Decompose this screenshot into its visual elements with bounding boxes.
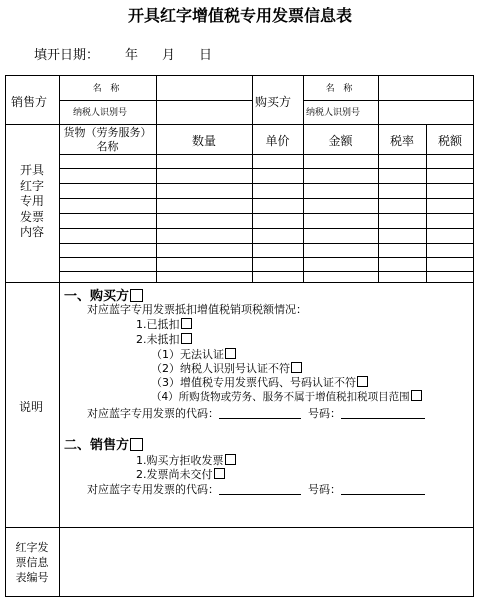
number-label: 号码： bbox=[308, 483, 341, 496]
form-title: 开具红字增值税专用发票信息表 bbox=[127, 6, 352, 25]
deducted-option bbox=[136, 316, 192, 332]
form-number-label-line: 票信息 bbox=[15, 556, 49, 569]
column-header-tax-rate: 税率 bbox=[389, 134, 414, 148]
reason-checkbox[interactable] bbox=[411, 390, 422, 401]
buyer-name-label: 名 称 bbox=[325, 84, 356, 94]
seller-taxid-label: 纳税人识别号 bbox=[73, 108, 128, 118]
code-field[interactable] bbox=[219, 482, 301, 495]
seller-option bbox=[136, 466, 225, 482]
deducted-label: 1.已抵扣 bbox=[136, 318, 180, 331]
not-deducted-option bbox=[136, 331, 192, 347]
buyer-label: 购买方 bbox=[255, 95, 292, 109]
column-header-goods: 货物（劳务服务）名称 bbox=[63, 126, 152, 153]
not-deducted-label: 2.未抵扣 bbox=[136, 333, 180, 346]
seller-name-label: 名 称 bbox=[92, 84, 123, 94]
fill-date-day: 日 bbox=[199, 48, 213, 63]
column-header-unit-price: 单价 bbox=[265, 134, 290, 148]
reason-checkbox[interactable] bbox=[357, 376, 368, 387]
invoice-label-line: 专用 bbox=[19, 194, 44, 208]
buyer-heading-text: 一、购买方 bbox=[64, 289, 130, 304]
seller-option-label: 1.购买方拒收发票 bbox=[136, 454, 224, 467]
seller-code-line bbox=[87, 481, 425, 497]
invoice-content-label bbox=[5, 163, 59, 241]
reason-label: （1）无法认证 bbox=[151, 348, 224, 361]
reason-option bbox=[151, 374, 368, 390]
code-label: 对应蓝字专用发票的代码： bbox=[87, 407, 219, 420]
seller-heading bbox=[64, 434, 143, 453]
reason-option bbox=[151, 389, 422, 404]
invoice-label-line: 红字 bbox=[19, 178, 44, 193]
seller-option-checkbox[interactable] bbox=[214, 468, 225, 479]
reason-label: （2）纳税人识别号认证不符 bbox=[151, 362, 290, 375]
reason-checkbox[interactable] bbox=[225, 348, 236, 359]
column-header-amount: 金额 bbox=[328, 134, 353, 148]
fill-date-month: 月 bbox=[162, 48, 176, 63]
reason-label: （3）增值税专用发票代码、号码认证不符 bbox=[151, 376, 356, 389]
code-field[interactable] bbox=[219, 406, 301, 419]
seller-checkbox[interactable] bbox=[130, 438, 143, 451]
invoice-label-line: 发票 bbox=[19, 209, 44, 224]
fill-date-year: 年 bbox=[125, 48, 139, 63]
number-field[interactable] bbox=[341, 482, 425, 495]
column-header-tax-amount: 税额 bbox=[437, 134, 462, 148]
seller-label: 销售方 bbox=[11, 95, 48, 109]
deducted-checkbox[interactable] bbox=[181, 318, 192, 329]
seller-option-label: 2.发票尚未交付 bbox=[136, 468, 213, 481]
code-label: 对应蓝字专用发票的代码： bbox=[87, 483, 219, 496]
buyer-intro: 对应蓝字专用发票抵扣增值税销项税额情况： bbox=[87, 303, 307, 316]
seller-heading-text: 二、销售方 bbox=[64, 438, 130, 453]
number-field[interactable] bbox=[341, 406, 425, 419]
number-label: 号码： bbox=[308, 407, 341, 420]
reason-checkbox[interactable] bbox=[291, 362, 302, 373]
invoice-label-line: 内容 bbox=[19, 225, 44, 239]
form-number-label-line: 表编号 bbox=[15, 571, 49, 584]
reason-label: （4）所购货物或劳务、服务不属于增值税扣税项目范围 bbox=[151, 391, 410, 403]
buyer-code-line bbox=[87, 405, 425, 421]
invoice-label-line: 开具 bbox=[19, 163, 44, 177]
not-deducted-checkbox[interactable] bbox=[181, 333, 192, 344]
notes-label: 说明 bbox=[19, 400, 44, 414]
form-number-label-line: 红字发 bbox=[15, 541, 49, 554]
seller-option-checkbox[interactable] bbox=[225, 454, 236, 465]
column-header-quantity: 数量 bbox=[191, 134, 216, 148]
fill-date-label: 填开日期： bbox=[34, 48, 100, 63]
form-number-label bbox=[5, 540, 59, 585]
buyer-taxid-label: 纳税人识别号 bbox=[306, 108, 361, 118]
